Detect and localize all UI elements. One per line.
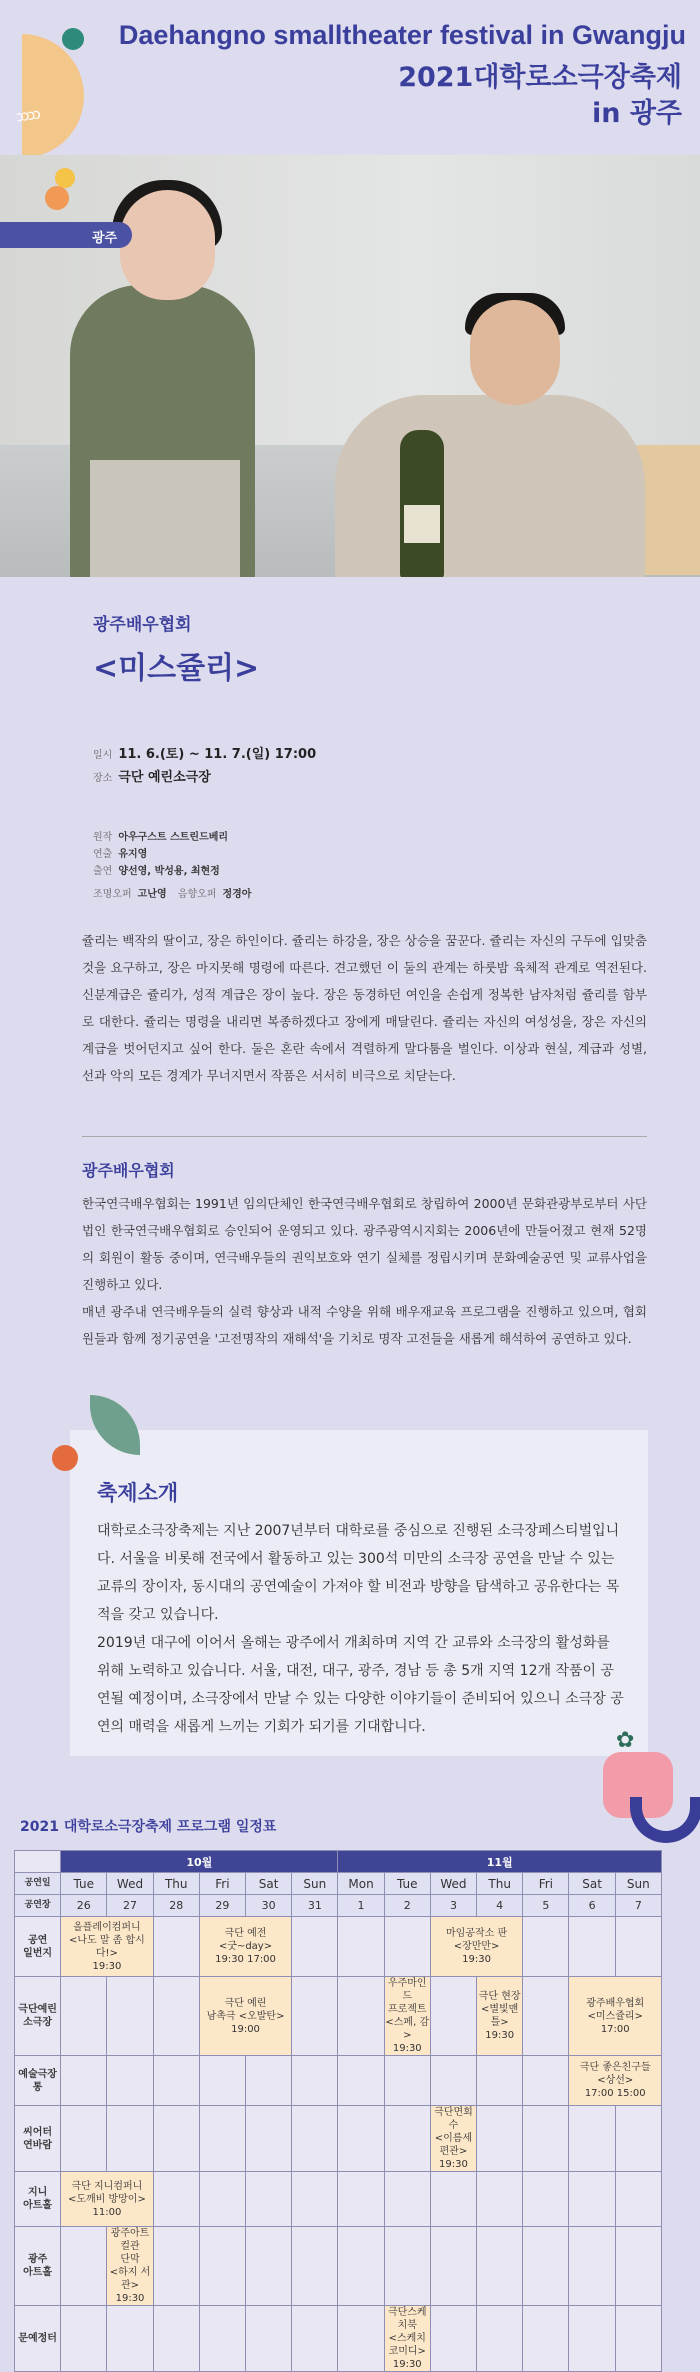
- date-cell: 26: [61, 1895, 107, 1917]
- date-cell: 3: [430, 1895, 476, 1917]
- decorative-dot-orange: [45, 186, 69, 210]
- schedule-empty-cell: [153, 2172, 199, 2227]
- wine-bottle: [400, 430, 444, 577]
- show-credits: [93, 829, 653, 903]
- day-of-week-cell: Wed: [107, 1873, 153, 1895]
- schedule-event: 광주배우협회 <미스쥴리> 17:00: [569, 1977, 662, 2056]
- title-korean: [398, 60, 682, 132]
- schedule-empty-cell: [523, 2227, 569, 2306]
- date-row: [15, 1895, 662, 1917]
- schedule-row: [15, 2056, 662, 2106]
- schedule-empty-cell: [153, 1977, 199, 2056]
- decorative-dot-yellow: [55, 168, 75, 188]
- schedule-row: [15, 2227, 662, 2306]
- festival-text: 대학로소극장축제는 지난 2007년부터 대학로를 중심으로 진행된 소극장페스티벌입니다. 서울을 비롯해 전국에서 활동하고 있는 300석 미만의 소극장 공연을 만날 수 있는 교류의 장이자, 동시대의 공연예술이 가져야 할 비전과 방향을 탐색하고 공유한다는 목적을 갖고 있습니다. 2019년 대구에 이어서 올해는 광주에서 개최하며 지역 간 교류와 소극장의 활성화를 위해 노력하고 있습니다. 서울, 대전, 대구, 광주, 경남 등 총 5개 지역 12개 작품이 공연될 예정이며, 소극장에서 만날 수 있는 다양한 이야기들이 준비되어 있으니 소극장 공연의 매력을 새롭게 느끼는 기회가 되기를 기대합니다.: [97, 1523, 624, 1735]
- day-of-week-cell: Fri: [523, 1873, 569, 1895]
- schedule-row: [15, 2106, 662, 2172]
- actor-figure: [335, 395, 645, 577]
- day-of-week-cell: Sat: [246, 1873, 292, 1895]
- schedule-event: 마임공작소 판 <장만만> 19:30: [430, 1917, 522, 1977]
- venue-name: 극단예린 소극장: [15, 1977, 61, 2056]
- schedule-empty-cell: [292, 1977, 338, 2056]
- day-of-week-cell: Tue: [384, 1873, 430, 1895]
- schedule-row: [15, 1977, 662, 2056]
- section-divider: [82, 1136, 647, 1137]
- date-cell: 27: [107, 1895, 153, 1917]
- schedule-empty-cell: [338, 2056, 384, 2106]
- schedule-empty-cell: [338, 2106, 384, 2172]
- schedule-empty-cell: [523, 2306, 569, 2372]
- schedule-empty-cell: [153, 2106, 199, 2172]
- schedule-empty-cell: [292, 2227, 338, 2306]
- schedule-empty-cell: [292, 2106, 338, 2172]
- schedule-empty-cell: [615, 2106, 661, 2172]
- schedule-empty-cell: [523, 2106, 569, 2172]
- title-korean-line2: in 광주: [591, 98, 682, 129]
- festival-title: 축제소개: [97, 1481, 179, 1505]
- show-date: 일시 11. 6.(토) ~ 11. 7.(일) 17:00: [93, 747, 317, 762]
- schedule-empty-cell: [199, 2227, 245, 2306]
- venue-header: 공연장: [15, 1895, 61, 1917]
- schedule-empty-cell: [153, 1917, 199, 1977]
- schedule-empty-cell: [107, 2106, 153, 2172]
- date-cell: 29: [199, 1895, 245, 1917]
- performance-photo: [0, 155, 700, 577]
- schedule-row: [15, 2306, 662, 2372]
- date-cell: 1: [338, 1895, 384, 1917]
- decorative-arc: [630, 1797, 700, 1843]
- date-cell: 30: [246, 1895, 292, 1917]
- schedule-event: 극단면회수 <이름세편관> 19:30: [430, 2106, 476, 2172]
- schedule-empty-cell: [615, 2306, 661, 2372]
- schedule-empty-cell: [199, 2106, 245, 2172]
- credit-line: 원작 아우구스트 스트린드베리: [93, 832, 229, 843]
- date-cell: 7: [615, 1895, 661, 1917]
- schedule-table: [14, 1850, 662, 2372]
- schedule-empty-cell: [523, 2056, 569, 2106]
- schedule-empty-cell: [338, 2306, 384, 2372]
- schedule-event: 극단 예전 <굿~day> 19:30 17:00: [199, 1917, 291, 1977]
- schedule-empty-cell: [292, 2306, 338, 2372]
- schedule-event: 극단 현장 <별빛맨틀> 19:30: [477, 1977, 523, 2056]
- month-row: [15, 1851, 662, 1873]
- region-tag: 광주: [0, 222, 132, 248]
- credit-line: 조명오퍼 고난영 음향오퍼 정경아: [93, 889, 252, 900]
- schedule-empty-cell: [477, 2306, 523, 2372]
- date-cell: 4: [477, 1895, 523, 1917]
- day-of-week-cell: Mon: [338, 1873, 384, 1895]
- schedule-empty-cell: [569, 2306, 615, 2372]
- date-cell: 5: [523, 1895, 569, 1917]
- schedule-empty-cell: [61, 1977, 107, 2056]
- date-cell: 6: [569, 1895, 615, 1917]
- schedule-empty-cell: [199, 2172, 245, 2227]
- schedule-empty-cell: [61, 2227, 107, 2306]
- schedule-empty-cell: [615, 2227, 661, 2306]
- sprout-icon: ✿: [616, 1728, 635, 1753]
- schedule-empty-cell: [338, 1977, 384, 2056]
- schedule-empty-cell: [569, 2106, 615, 2172]
- association-title: 광주배우협회: [82, 1161, 175, 1180]
- schedule-empty-cell: [430, 1977, 476, 2056]
- schedule-empty-cell: [384, 2227, 430, 2306]
- schedule-empty-cell: [523, 1917, 569, 1977]
- day-of-week-cell: Sun: [292, 1873, 338, 1895]
- schedule-empty-cell: [292, 2056, 338, 2106]
- schedule-row: [15, 2172, 662, 2227]
- schedule-empty-cell: [384, 2106, 430, 2172]
- schedule-empty-cell: [61, 2106, 107, 2172]
- dow-header: 공연일: [15, 1873, 61, 1895]
- schedule-empty-cell: [107, 1977, 153, 2056]
- decorative-dot-red: [52, 1445, 78, 1471]
- schedule-empty-cell: [246, 2106, 292, 2172]
- schedule-empty-cell: [107, 2306, 153, 2372]
- schedule-empty-cell: [199, 2056, 245, 2106]
- schedule-event: 우주마인드 프로젝트 <스페, 감> 19:30: [385, 1978, 430, 2054]
- venue-name: 공연 일번지: [15, 1917, 61, 1977]
- schedule-event: 극단스케치북 <스케치 코미디> 19:30: [384, 2306, 430, 2372]
- schedule-empty-cell: [153, 2056, 199, 2106]
- schedule-empty-cell: [199, 2306, 245, 2372]
- credit-line: 출연 양선영, 박성용, 최현정: [93, 866, 220, 877]
- schedule-row: [15, 1917, 662, 1977]
- venue-name: 문예정터: [15, 2306, 61, 2372]
- schedule-empty-cell: [430, 2306, 476, 2372]
- month-october: 10월: [61, 1851, 338, 1873]
- schedule-empty-cell: [246, 2306, 292, 2372]
- month-november: 11월: [338, 1851, 662, 1873]
- date-cell: 2: [384, 1895, 430, 1917]
- title-english: Daehangno smalltheater festival in Gwangju: [118, 20, 686, 50]
- schedule-empty-cell: [523, 1977, 569, 2056]
- schedule-empty-cell: [384, 1917, 430, 1977]
- decorative-dot-teal: [62, 28, 84, 50]
- schedule-empty-cell: [61, 2306, 107, 2372]
- header: [0, 0, 700, 155]
- schedule-empty-cell: [477, 2106, 523, 2172]
- venue-name: 씨어터 연바람: [15, 2106, 61, 2172]
- day-of-week-cell: Tue: [61, 1873, 107, 1895]
- venue-name: 광주 아트홀: [15, 2227, 61, 2306]
- schedule-event: 광주아트컬관 단막 <하지 서관> 19:30: [107, 2227, 153, 2306]
- schedule-empty-cell: [292, 2172, 338, 2227]
- schedule-event: 극단 좋은친구들 <상선> 17:00 15:00: [569, 2056, 662, 2106]
- show-info: [93, 610, 653, 903]
- schedule-empty-cell: [338, 2172, 384, 2227]
- schedule-empty-cell: [523, 2172, 569, 2227]
- schedule-empty-cell: [430, 2056, 476, 2106]
- schedule-event: 올플레이컴퍼니 <나도 말 좀 합시다!> 19:30: [61, 1917, 153, 1977]
- decorative-half-circle: [22, 34, 84, 158]
- schedule-empty-cell: [61, 2056, 107, 2106]
- schedule-empty-cell: [569, 2227, 615, 2306]
- day-of-week-row: [15, 1873, 662, 1895]
- schedule-empty-cell: [430, 2227, 476, 2306]
- schedule-empty-cell: [615, 2172, 661, 2227]
- schedule-event: 극단 예린 남촉극 <오발탄> 19:00: [199, 1977, 291, 2056]
- date-cell: 31: [292, 1895, 338, 1917]
- day-of-week-cell: Thu: [477, 1873, 523, 1895]
- schedule-empty-cell: [569, 1917, 615, 1977]
- synopsis-text: 쥴리는 백작의 딸이고, 장은 하인이다. 쥴리는 하강을, 장은 상승을 꿈꾼다. 쥴리는 자신의 구두에 입맞춤 것을 요구하고, 장은 마지못해 명령에 따른다. 견고했던 이 둘의 관계는 하룻밤 육체적 관계로 역전된다. 신분계급은 쥴리가, 성적 계급은 장이 높다. 장은 동경하던 여인을 손쉽게 정복한 남자처럼 쥴리를 함부로 대한다. 쥴리는 명령을 내리면 복종하겠다고 장에게 매달린다. 쥴리는 자신의 여성성을, 장은 자신의 계급을 벗어던지고 싶어 한다. 둘은 혼란 속에서 격렬하게 말다툼을 벌인다. 이상과 현실, 계급과 성별, 선과 악의 모든 경계가 무너지면서 작품은 서서히 비극으로 치닫는다.: [82, 933, 647, 1083]
- venue-name: 지니 아트홀: [15, 2172, 61, 2227]
- schedule-title: 2021 대학로소극장축제 프로그램 일정표: [20, 1819, 277, 1835]
- schedule-empty-cell: [246, 2172, 292, 2227]
- association-text: 한국연극배우협회는 1991년 임의단체인 한국연극배우협회로 창립하여 2000년 문화관광부로부터 사단법인 한국연극배우협회로 승인되어 운영되고 있다. 광주광역시지회는 2006년에 만들어졌고 현재 52명의 회원이 활동 중이며, 연극배우들의 권익보호와 연기 실체를 정립시키며 문화예술공연 및 교류사업을 진행하고 있다. 매년 광주내 연극배우들의 실력 향상과 내적 수양을 위해 배우재교육 프로그램을 진행하고 있으며, 협회원들과 함께 정기공연을 '고전명작의 재해석'을 기치로 명작 고전들을 새롭게 해석하여 공연하고 있다.: [82, 1196, 647, 1346]
- schedule-event: 극단 지니컴퍼니 <도깨비 방망이> 11:00: [61, 2172, 153, 2227]
- schedule-empty-cell: [384, 2056, 430, 2106]
- day-of-week-cell: Fri: [199, 1873, 245, 1895]
- schedule-empty-cell: [477, 2227, 523, 2306]
- schedule-empty-cell: [569, 2172, 615, 2227]
- schedule-empty-cell: [153, 2306, 199, 2372]
- date-cell: 28: [153, 1895, 199, 1917]
- day-of-week-cell: Thu: [153, 1873, 199, 1895]
- schedule-empty-cell: [153, 2227, 199, 2306]
- schedule-empty-cell: [246, 2227, 292, 2306]
- show-venue: 장소 극단 예린소극장: [93, 770, 211, 785]
- venue-name: 예술극장 통: [15, 2056, 61, 2106]
- day-of-week-cell: Sat: [569, 1873, 615, 1895]
- show-organization: 광주배우협회: [93, 615, 192, 635]
- show-title: <미스쥴리>: [93, 651, 260, 686]
- schedule-empty-cell: [292, 1917, 338, 1977]
- day-of-week-cell: Sun: [615, 1873, 661, 1895]
- day-of-week-cell: Wed: [430, 1873, 476, 1895]
- schedule-empty-cell: [430, 2172, 476, 2227]
- schedule-empty-cell: [338, 2227, 384, 2306]
- schedule-empty-cell: [107, 2056, 153, 2106]
- schedule-empty-cell: [384, 2172, 430, 2227]
- schedule-empty-cell: [246, 2056, 292, 2106]
- schedule-empty-cell: [477, 2172, 523, 2227]
- schedule-empty-cell: [338, 1917, 384, 1977]
- schedule-empty-cell: [477, 2056, 523, 2106]
- schedule-empty-cell: [615, 1917, 661, 1977]
- title-korean-line1: 2021대학로소극장축제: [398, 62, 682, 93]
- decorative-scribble-icon: ↄↄↄↄ: [14, 106, 40, 126]
- credit-line: 연출 유지영: [93, 849, 148, 860]
